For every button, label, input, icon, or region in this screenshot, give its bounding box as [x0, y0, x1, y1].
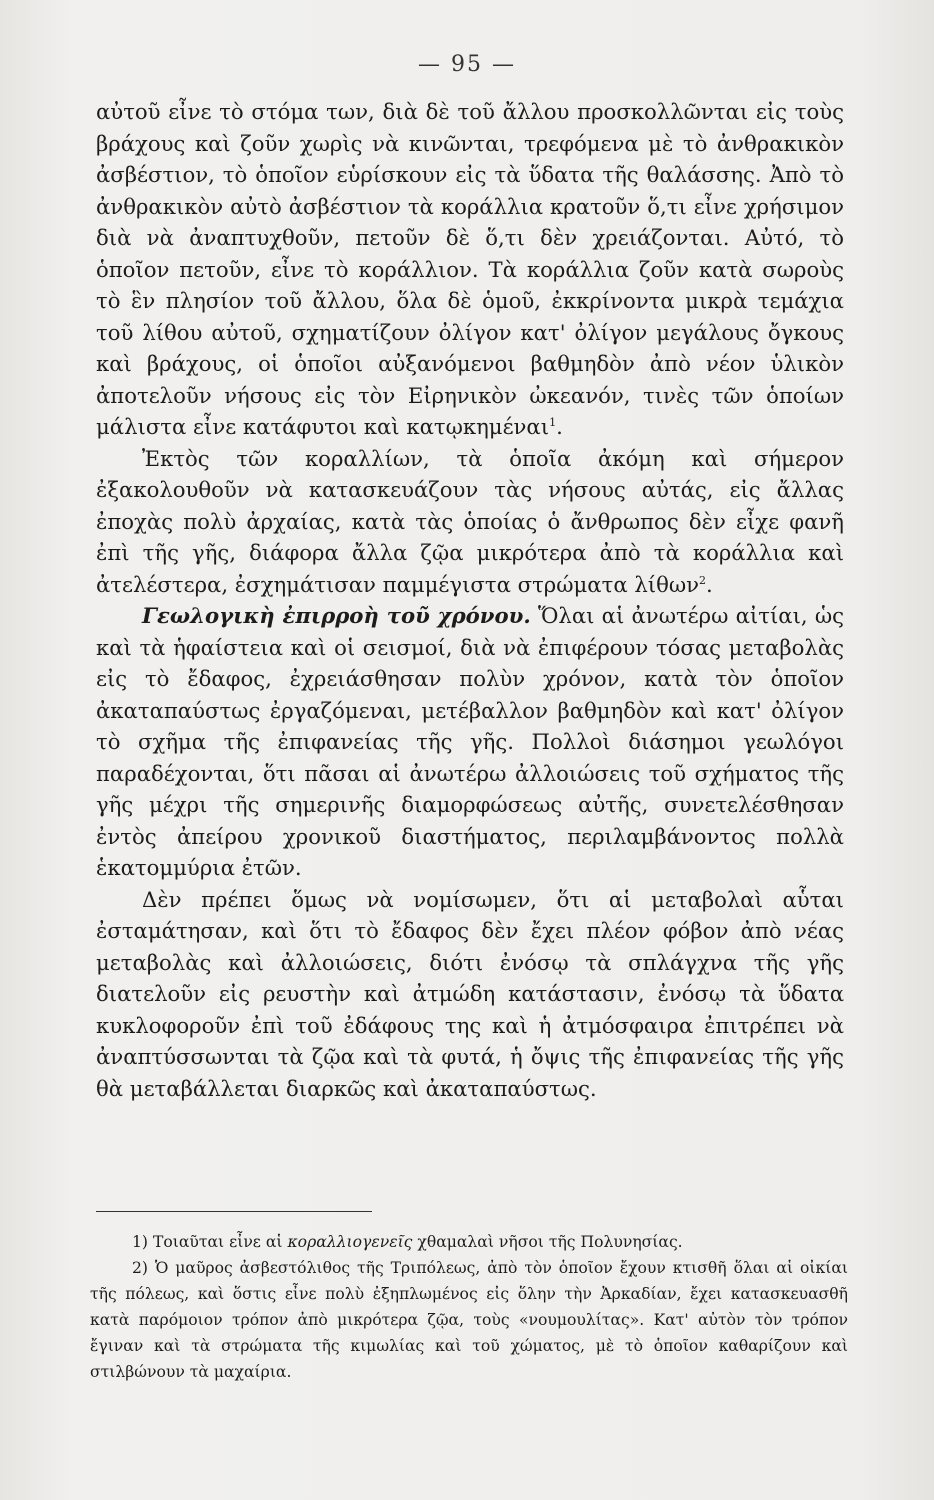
- paragraph-other-animals: Ἐκτὸς τῶν κοραλλίων, τὰ ὁποῖα ἀκόμη καὶ σήμερον ἐξακολουθοῦν νὰ κατασκευάζουν τὰς νήσους αὐτάς, εἰς ἄλλας ἐποχὰς πολὺ ἀρχαίας, κατὰ τὰς ὁποίας ὁ ἄνθρωπος δὲν εἶχε φανῆ ἐπὶ τῆς γῆς, διάφορα ἄλλα ζῷα μικρότερα ἀπὸ τὰ κοράλλια καὶ ἀτελέστερα, ἐσχημάτισαν παμμέγιστα στρώματα λίθων$^2$.: [96, 445, 844, 597]
- paragraph-text: αὐτοῦ εἶνε τὸ στόμα των, διὰ δὲ τοῦ ἄλλου προσκολλῶνται εἰς τοὺς βράχους καὶ ζοῦν χωρὶς νὰ κινῶνται, τρεφόμενα μὲ τὸ ἀνθρακικὸν ἀσβέστιον, τὸ ὁποῖον εὑρίσκουν εἰς τὰ ὕδατα τῆς θαλάσσης. Ἀπὸ τὸ ἀνθρακικὸν αὐτὸ ἀσβέστιον τὰ κοράλλια κρατοῦν ὅ,τι εἶνε χρήσιμον διὰ νὰ ἀναπτυχθοῦν, πετοῦν δὲ ὅ,τι δὲν χρειάζονται. Αὐτό, τὸ ὁποῖον πετοῦν, εἶνε τὸ κοράλλιον. Τὰ κοράλλια ζοῦν κατὰ σωροὺς τὸ ἓν πλησίον τοῦ ἄλλου, ὅλα δὲ ὁμοῦ, ἐκκρίνοντα μικρὰ τεμάχια τοῦ λίθου αὐτοῦ, σχηματίζουν ὀλίγον κατ' ὀλίγον μεγάλους ὄγκους καὶ βράχους, οἱ ὁποῖοι αὐξανόμενοι βαθμηδὸν ἀπὸ νέον ὑλικὸν ἀποτελοῦν νήσους εἰς τὸν Εἰρηνικὸν ὠκεανόν, τινὲς τῶν ὁποίων μάλιστα εἶνε κατάφυτοι καὶ κατῳκημέναι: [96, 99, 844, 439]
- paragraph-corals: αὐτοῦ εἶνε τὸ στόμα των, διὰ δὲ τοῦ ἄλλου προσκολλῶνται εἰς τοὺς βράχους καὶ ζοῦν χωρὶς νὰ κινῶνται, τρεφόμενα μὲ τὸ ἀνθρακικὸν ἀσβέστιον, τὸ ὁποῖον εὑρίσκουν εἰς τὰ ὕδατα τῆς θαλάσσης. Ἀπὸ τὸ ἀνθρακικὸν αὐτὸ ἀσβέστιον τὰ κοράλλια κρατοῦν ὅ,τι εἶνε χρήσιμον διὰ νὰ ἀναπτυχθοῦν, πετοῦν δὲ ὅ,τι δὲν χρειάζονται. Αὐτό, τὸ ὁποῖον πετοῦν, εἶνε τὸ κοράλλιον. Τὰ κοράλλια ζοῦν κατὰ σωροὺς τὸ ἓν πλησίον τοῦ ἄλλου, ὅλα δὲ ὁμοῦ, ἐκκρίνοντα μικρὰ τεμάχια τοῦ λίθου αὐτοῦ, σχηματίζουν ὀλίγον κατ' ὀλίγον μεγάλους ὄγκους καὶ βράχους, οἱ ὁποῖοι αὐξανόμενοι βαθμηδὸν ἀπὸ νέον ὑλικὸν ἀποτελοῦν νήσους εἰς τὸν Εἰρηνικὸν ὠκεανόν, τινὲς τῶν ὁποίων μάλιστα εἶνε κατάφυτοι καὶ κατῳκημέναι$^1$.: [96, 99, 844, 439]
- footnote-text: Τοιαῦται εἶνε αἱ: [152, 1233, 283, 1251]
- section-heading: Γεωλογικὴ ἐπιρροὴ τοῦ χρόνου.: [142, 603, 531, 628]
- footnote-ref: 1: [549, 415, 557, 429]
- body-text: [96, 96, 844, 1104]
- footnote-ref: 2: [699, 573, 707, 587]
- paragraph-text: Ἐκτὸς τῶν κοραλλίων, τὰ ὁποῖα ἀκόμη καὶ σήμερον ἐξακολουθοῦν νὰ κατασκευάζουν τὰς νήσους αὐτάς, εἰς ἄλλας ἐποχὰς πολὺ ἀρχαίας, κατὰ τὰς ὁποίας ὁ ἄνθρωπος δὲν εἶχε φανῆ ἐπὶ τῆς γῆς, διάφορα ἄλλα ζῷα μικρότερα ἀπὸ τὰ κοράλλια καὶ ἀτελέστερα, ἐσχημάτισαν παμμέγιστα στρώματα λίθων: [96, 445, 844, 597]
- footnote-text: Ὁ μαῦρος ἀσβεστόλιθος τῆς Τριπόλεως, ἀπὸ τὸν ὁποῖον ἔχουν κτισθῆ ὅλαι αἱ οἰκίαι τῆς πόλεως, καὶ ὅστις εἶνε πολὺ ἐξηπλωμένος εἰς ὅλην τὴν Ἀρκαδίαν, ἔχει κατασκευασθῆ κατὰ παρόμοιον τρόπον ἀπὸ μικρότερα ζῷα, τοὺς «νουμουλίτας». Κατ' αὐτὸν τὸν τρόπον ἔγιναν καὶ τὰ στρώματα τῆς κιμωλίας καὶ τοῦ χώματος, μὲ τὸ ὁποῖον καθαρίζουν καὶ στιλβώνουν τὰ μαχαίρια.: [90, 1259, 848, 1381]
- footnote-divider: [96, 1211, 372, 1212]
- paragraph-text: Δὲν πρέπει ὅμως νὰ νομίσωμεν, ὅτι αἱ μεταβολαὶ αὗται ἐσταμάτησαν, καὶ ὅτι τὸ ἔδαφος δὲν ἔχει πλέον φόβον ἀπὸ νέας μεταβολὰς καὶ ἀλλοιώσεις, διότι ἐνόσῳ τὰ σπλάγχνα τῆς γῆς διατελοῦν εἰς ρευστὴν καὶ ἀτμώδη κατάστασιν, ἐνόσῳ τὰ ὕδατα κυκλοφοροῦν ἐπὶ τοῦ ἐδάφους της καὶ ἡ ἀτμόσφαιρα ἐπιτρέπει νὰ ἀναπτύσσωνται τὰ ζῷα καὶ τὰ φυτά, ἡ ὄψις τῆς ἐπιφανείας τῆς γῆς θὰ μεταβάλλεται διαρκῶς καὶ ἀκαταπαύστως.: [96, 886, 844, 1101]
- footnote-text: χθαμαλαὶ νῆσοι τῆς Πολυνησίας.: [417, 1233, 683, 1251]
- footnote-1: [90, 1229, 848, 1255]
- footnote-label: 1): [132, 1233, 149, 1251]
- paragraph-ongoing-change: [96, 884, 844, 1105]
- paragraph-text: Ὅλαι αἱ ἀνωτέρω αἰτίαι, ὡς καὶ τὰ ἡφαίστεια καὶ οἱ σεισμοί, διὰ νὰ ἐπιφέρουν τόσας μεταβολὰς εἰς τὸ ἔδαφος, ἐχρειάσθησαν πολὺν χρόνον, κατὰ τὸν ὁποῖον ἀκαταπαύστως ἐργαζόμεναι, μετέβαλλον βαθμηδὸν καὶ κατ' ὀλίγον τὸ σχῆμα τῆς ἐπιφανείας τῆς γῆς. Πολλοὶ διάσημοι γεωλόγοι παραδέχονται, ὅτι πᾶσαι αἱ ἀνωτέρω ἀλλοιώσεις τοῦ σχήματος τῆς γῆς μέχρι τῆς σημερινῆς διαμορφώσεως αὐτῆς, συνετελέσθησαν ἐντὸς ἀπείρου χρονικοῦ διαστήματος, περιλαμβάνοντος πολλὰ ἑκατομμύρια ἐτῶν.: [96, 603, 844, 880]
- paragraph-geological-time: [96, 600, 844, 884]
- footnotes: [90, 1229, 848, 1385]
- footnote-label: 2): [132, 1259, 149, 1277]
- page-number: — 95 —: [418, 52, 516, 77]
- footnote-emphasis: κοραλλιογενεῖς: [287, 1233, 413, 1251]
- footnote-2: [90, 1255, 848, 1385]
